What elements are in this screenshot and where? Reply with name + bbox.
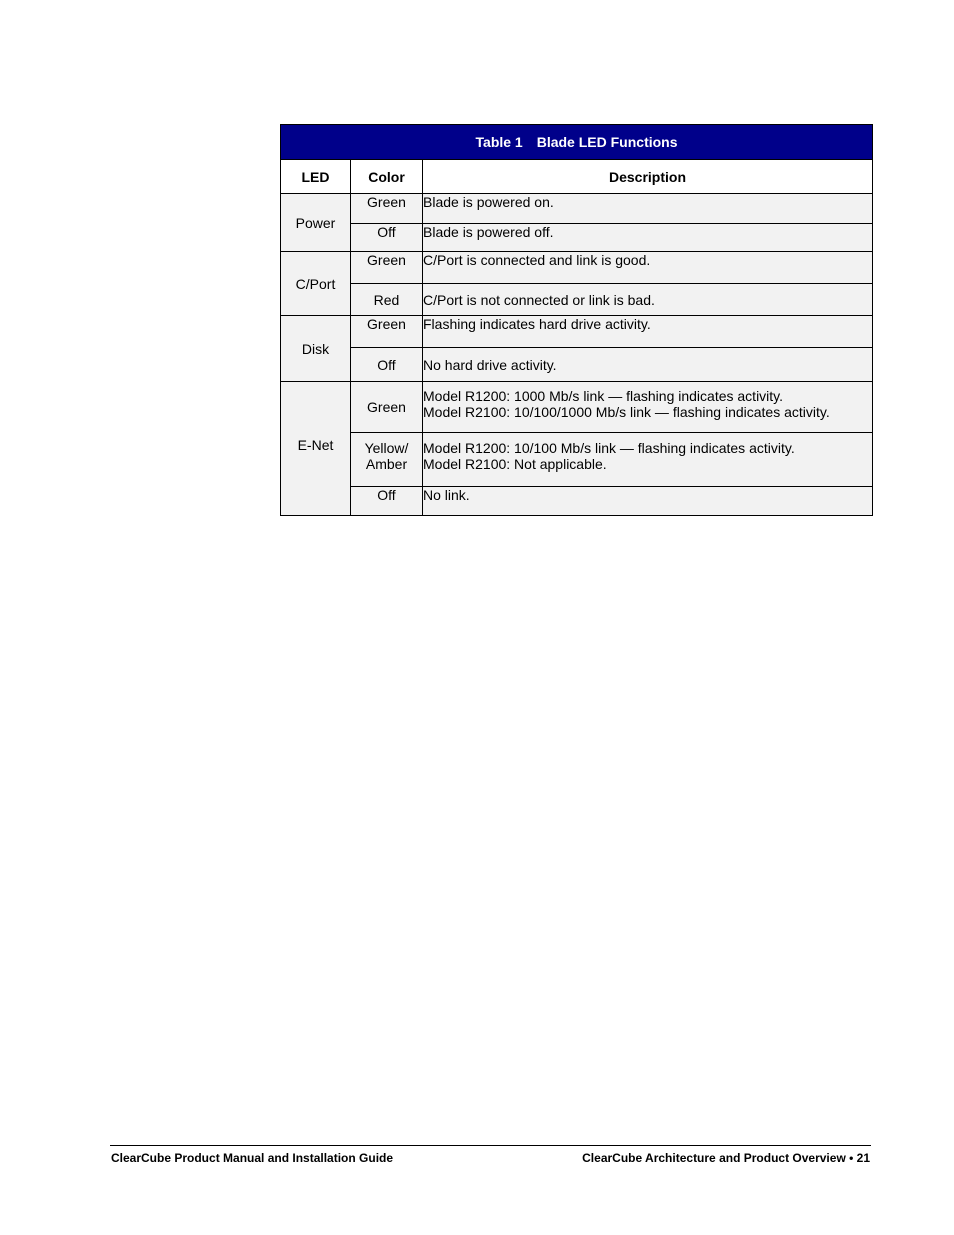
description-cell — [423, 316, 873, 348]
description-line: Blade is powered on. — [423, 194, 554, 210]
description-line: No hard drive activity. — [423, 356, 557, 373]
table-caption-row — [281, 125, 873, 160]
table-row — [281, 348, 873, 382]
table-row — [281, 433, 873, 487]
description-line: Model R1200: 10/100 Mb/s link — flashing indicates activity. — [423, 440, 795, 456]
led-cell-enet: E-Net — [281, 382, 351, 516]
table-row — [281, 382, 873, 433]
description-cell — [423, 487, 873, 516]
description-line: Model R1200: 1000 Mb/s link — flashing indicates activity. — [423, 388, 784, 404]
color-line: Amber — [365, 456, 408, 472]
table-caption-title: Blade LED Functions — [536, 134, 678, 150]
table-row — [281, 316, 873, 348]
color-cell: Off — [351, 348, 423, 382]
color-line: Yellow/ — [364, 440, 409, 456]
color-cell: Off — [351, 487, 423, 516]
table-row — [281, 284, 873, 316]
description-line: No link. — [423, 487, 470, 503]
description-cell — [423, 224, 873, 252]
column-header-led: LED — [281, 160, 351, 194]
color-cell: Green — [351, 194, 423, 224]
table-caption-number: Table 1 — [475, 134, 523, 150]
color-cell: Off — [351, 224, 423, 252]
description-cell — [423, 194, 873, 224]
table-row — [281, 252, 873, 284]
color-cell: Green — [351, 316, 423, 348]
table-header-row — [281, 160, 873, 194]
description-line: Model R2100: Not applicable. — [423, 456, 607, 472]
table-row — [281, 224, 873, 252]
description-cell — [423, 252, 873, 284]
led-cell-cport: C/Port — [281, 252, 351, 316]
table-row — [281, 487, 873, 516]
description-cell — [423, 284, 873, 316]
table-caption — [281, 125, 873, 160]
led-cell-power: Power — [281, 194, 351, 252]
color-cell: Green — [351, 382, 423, 433]
description-line: Flashing indicates hard drive activity. — [423, 316, 651, 332]
description-line: Model R2100: 10/100/1000 Mb/s link — flashing indicates activity. — [423, 404, 830, 420]
column-header-color: Color — [351, 160, 423, 194]
column-header-description: Description — [423, 160, 873, 194]
description-line: Blade is powered off. — [423, 224, 554, 240]
description-line: C/Port is connected and link is good. — [423, 252, 651, 268]
color-cell: Green — [351, 252, 423, 284]
description-cell — [423, 382, 873, 433]
description-cell — [423, 433, 873, 487]
led-cell-disk: Disk — [281, 316, 351, 382]
description-line: C/Port is not connected or link is bad. — [423, 291, 655, 308]
footer-manual-title: ClearCube Product Manual and Installation Guide — [111, 1151, 394, 1165]
table-row — [281, 194, 873, 224]
footer-section-page: ClearCube Architecture and Product Overview • 21 — [582, 1151, 870, 1165]
description-cell — [423, 348, 873, 382]
blade-led-functions-table — [280, 124, 873, 516]
footer-divider — [110, 1145, 871, 1146]
color-cell: Red — [351, 284, 423, 316]
color-cell — [351, 433, 423, 487]
